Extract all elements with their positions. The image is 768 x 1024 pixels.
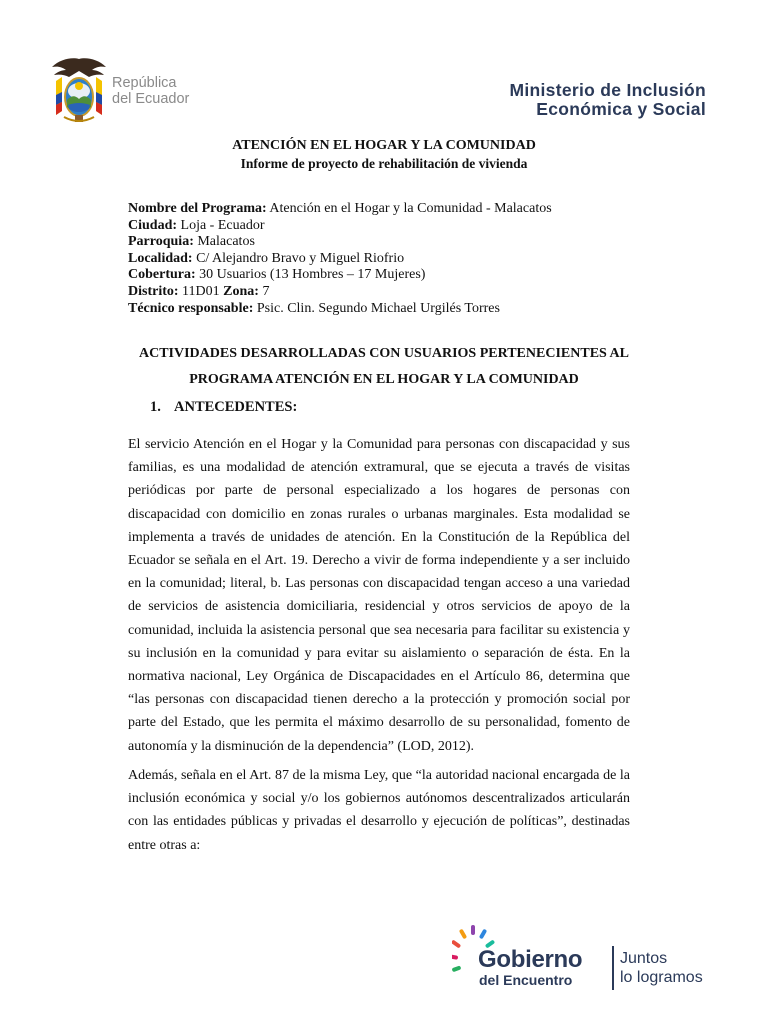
- juntos-line-1: Juntos: [620, 950, 668, 967]
- cobertura-value: 30 Usuarios (13 Hombres – 17 Mujeres): [195, 267, 426, 283]
- ministry-wordmark: [509, 81, 706, 119]
- gobierno-text: Gobierno: [478, 946, 583, 973]
- paragraph-antecedentes-1: El servicio Atención en el Hogar y la Comunidad para personas con discapacidad y sus familias, es una modalidad de atención extramural, que se ejecuta a través de visitas periódicas por parte de personal especializado a los hogares de personas con discapacidad con domicilio en zonas rurales o urbanas marginales. Esta modalidad se implementa a través de unidades de atención. En la Constitución de la República del Ecuador se señala en el Art. 19. Derecho a vivir de forma independiente y a ser incluido en la comunidad; literal, b. Las personas con discapacidad tengan acceso a una variedad de servicios de asistencia domiciliaria, residencial y otros servicios de apoyo de la comunidad, incluida la asistencia personal que sea necesaria para facilitar su existencia y su inclusión en la comunidad y para evitar su aislamiento o separación de ésta. En la normativa nacional, Ley Orgánica de Discapacidades en el Artículo 86, determina que “las personas con discapacidad tienen derecho a la protección y promoción social por parte del Estado, que les permita el máximo desarrollo de su personalidad, fomento de autonomía y la disminución de la dependencia” (LOD, 2012).: [128, 437, 630, 754]
- republic-line-2: del Ecuador: [112, 91, 190, 107]
- republic-logo: [48, 55, 208, 125]
- zona-label: Zona:: [223, 283, 259, 299]
- tecnico-label: Técnico responsable:: [128, 300, 254, 316]
- info-row-cobertura: [128, 267, 552, 284]
- distrito-value: 11D01: [178, 283, 224, 299]
- cobertura-label: Cobertura:: [128, 267, 196, 283]
- encuentro-text: del Encuentro: [479, 972, 573, 988]
- ministry-line-1: Ministerio de Inclusión: [509, 80, 706, 100]
- parroquia-value: Malacatos: [193, 234, 255, 250]
- info-row-distrito: [128, 284, 552, 301]
- activities-heading: [0, 341, 768, 393]
- tecnico-value: Psic. Clin. Segundo Michael Urgilés Torres: [253, 300, 500, 316]
- info-row-programa: [128, 201, 552, 218]
- info-row-ciudad: [128, 218, 552, 235]
- localidad-value: C/ Alejandro Bravo y Miguel Riofrio: [192, 250, 405, 266]
- ecuador-coat-of-arms-icon: [48, 55, 110, 125]
- paragraph-antecedentes-2: Además, señala en el Art. 87 de la misma Ley, que “la autoridad nacional encargada de la inclusión económica y social y/o los gobiernos autónomos descentralizados articularán con las entidades públicas y privadas el desarrollo y ejecución de políticas”, destinadas entre otras a:: [128, 768, 630, 853]
- document-title: ATENCIÓN EN EL HOGAR Y LA COMUNIDAD: [232, 138, 536, 153]
- gobierno-wordmark: [478, 948, 582, 988]
- info-row-localidad: [128, 251, 552, 268]
- zona-value: 7: [258, 283, 270, 299]
- program-info: [128, 201, 552, 317]
- section-title: ANTECEDENTES:: [174, 399, 298, 415]
- ministry-line-2: Económica y Social: [536, 99, 706, 119]
- activities-line-2: PROGRAMA ATENCIÓN EN EL HOGAR Y LA COMUNIDAD: [189, 372, 579, 387]
- section-number: 1.: [150, 399, 161, 415]
- footer-divider: [612, 946, 614, 990]
- activities-line-1: ACTIVIDADES DESARROLLADAS CON USUARIOS PERTENECIENTES AL: [138, 346, 629, 361]
- document-subtitle: Informe de proyecto de rehabilitación de vivienda: [240, 156, 528, 171]
- ciudad-value: Loja - Ecuador: [177, 217, 265, 233]
- republic-wordmark: [112, 75, 189, 107]
- localidad-label: Localidad:: [128, 250, 193, 266]
- parroquia-label: Parroquia:: [128, 234, 194, 250]
- programa-value: Atención en el Hogar y la Comunidad - Malacatos: [266, 201, 552, 216]
- gobierno-logo: [452, 925, 722, 995]
- juntos-slogan: [620, 949, 703, 987]
- info-row-parroquia: [128, 234, 552, 251]
- ciudad-label: Ciudad:: [128, 217, 178, 233]
- distrito-label: Distrito:: [128, 283, 179, 299]
- info-row-tecnico: [128, 301, 552, 318]
- republic-line-1: República: [112, 75, 177, 91]
- programa-label: Nombre del Programa:: [128, 201, 267, 216]
- juntos-line-2: lo logramos: [620, 969, 703, 986]
- section-heading: [150, 399, 297, 416]
